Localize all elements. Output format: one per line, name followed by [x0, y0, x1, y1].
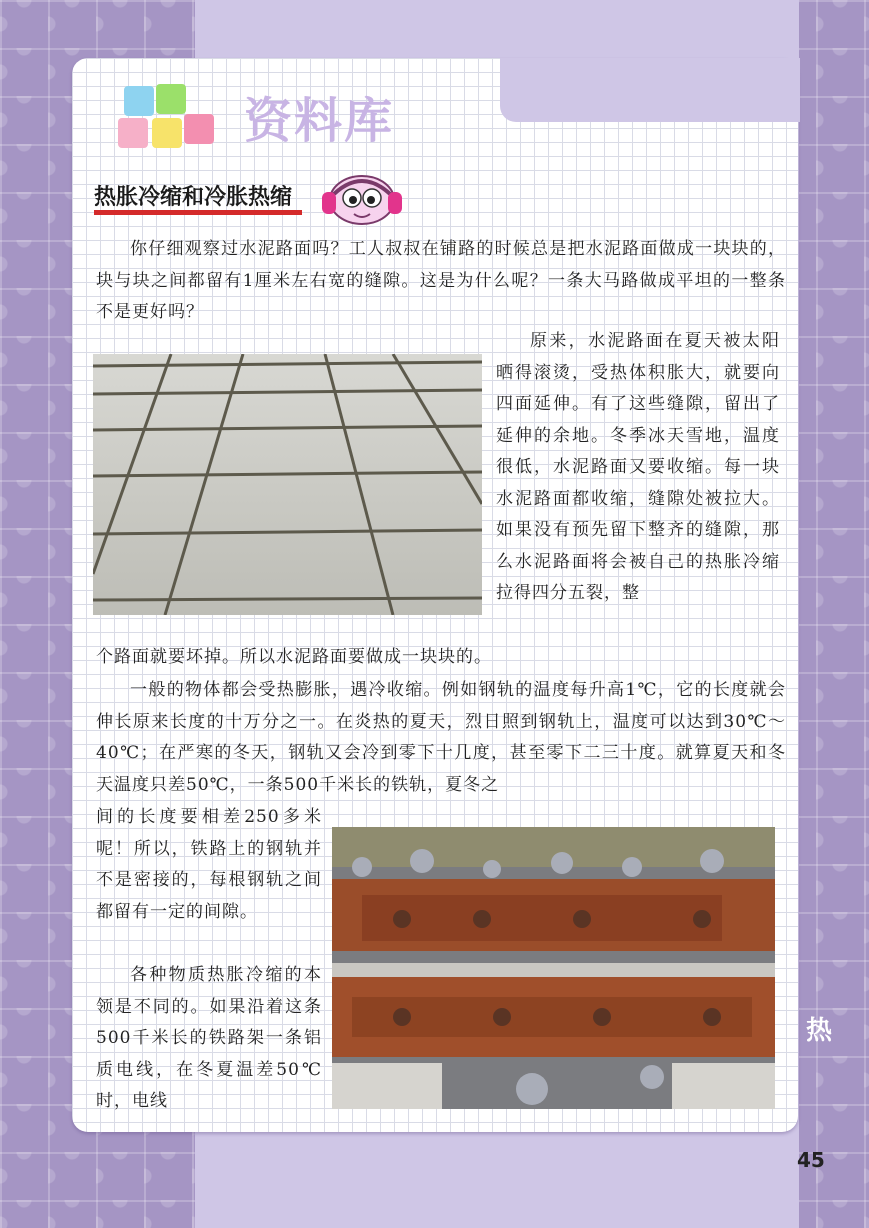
paragraph-rail-expansion: 一般的物体都会受热膨胀，遇冷收缩。例如钢轨的温度每升高1℃，它的长度就会伸长原来长度的十万分之一。在炎热的夏天，烈日照到钢轨上，温度可以达到30℃～40℃；在严寒的冬天，钢轨又会冷到零下十几度，甚至零下二三十度。就算夏天和冬天温度只差50℃，一条500千米长的铁轨，夏冬之: [96, 680, 786, 795]
card-tab-notch: [500, 58, 800, 122]
concrete-road-photo: [93, 354, 482, 615]
mascot-headphones-icon: [316, 168, 408, 228]
paragraph-explanation: 原来，水泥路面在夏天被太阳晒得滚烫，受热体积胀大，就要向四面延伸。有了这些缝隙，留出了延伸的余地。冬季冰天雪地，温度很低，水泥路面又要收缩。每一块水泥路面都收缩，缝隙处被拉大。如果没有预先留下整齐的缝隙，那么水泥路面将会被自己的热胀冷缩拉得四分五裂，整: [496, 331, 780, 603]
paragraph-materials: 各种物质热胀冷缩的本领是不同的。如果沿着这条500千米长的铁路架一条铝质电线，在冬夏温差50℃时，电线: [96, 965, 322, 1111]
page-number: 45: [797, 1148, 825, 1172]
section-title-underline: [94, 210, 302, 215]
puzzle-logo-icon: [118, 84, 218, 154]
paragraph-rail-gap: 间的长度要相差250多米呢！所以，铁路上的钢轨并不是密接的，每根钢轨之间都留有一定的间隙。: [96, 807, 322, 922]
side-tab-label: 热: [806, 1016, 833, 1046]
page-header-title: 资料库: [244, 93, 395, 149]
rail-joint-photo: [332, 827, 775, 1109]
paragraph-explanation-end: 个路面就要坏掉。所以水泥路面要做成一块块的。: [96, 647, 492, 667]
paragraph-intro: 你仔细观察过水泥路面吗？工人叔叔在铺路的时候总是把水泥路面做成一块块的，块与块之间都留有1厘米左右宽的缝隙。这是为什么呢？一条大马路做成平坦的一整条不是更好吗？: [96, 239, 786, 322]
section-title: 热胀冷缩和冷胀热缩: [94, 185, 293, 210]
